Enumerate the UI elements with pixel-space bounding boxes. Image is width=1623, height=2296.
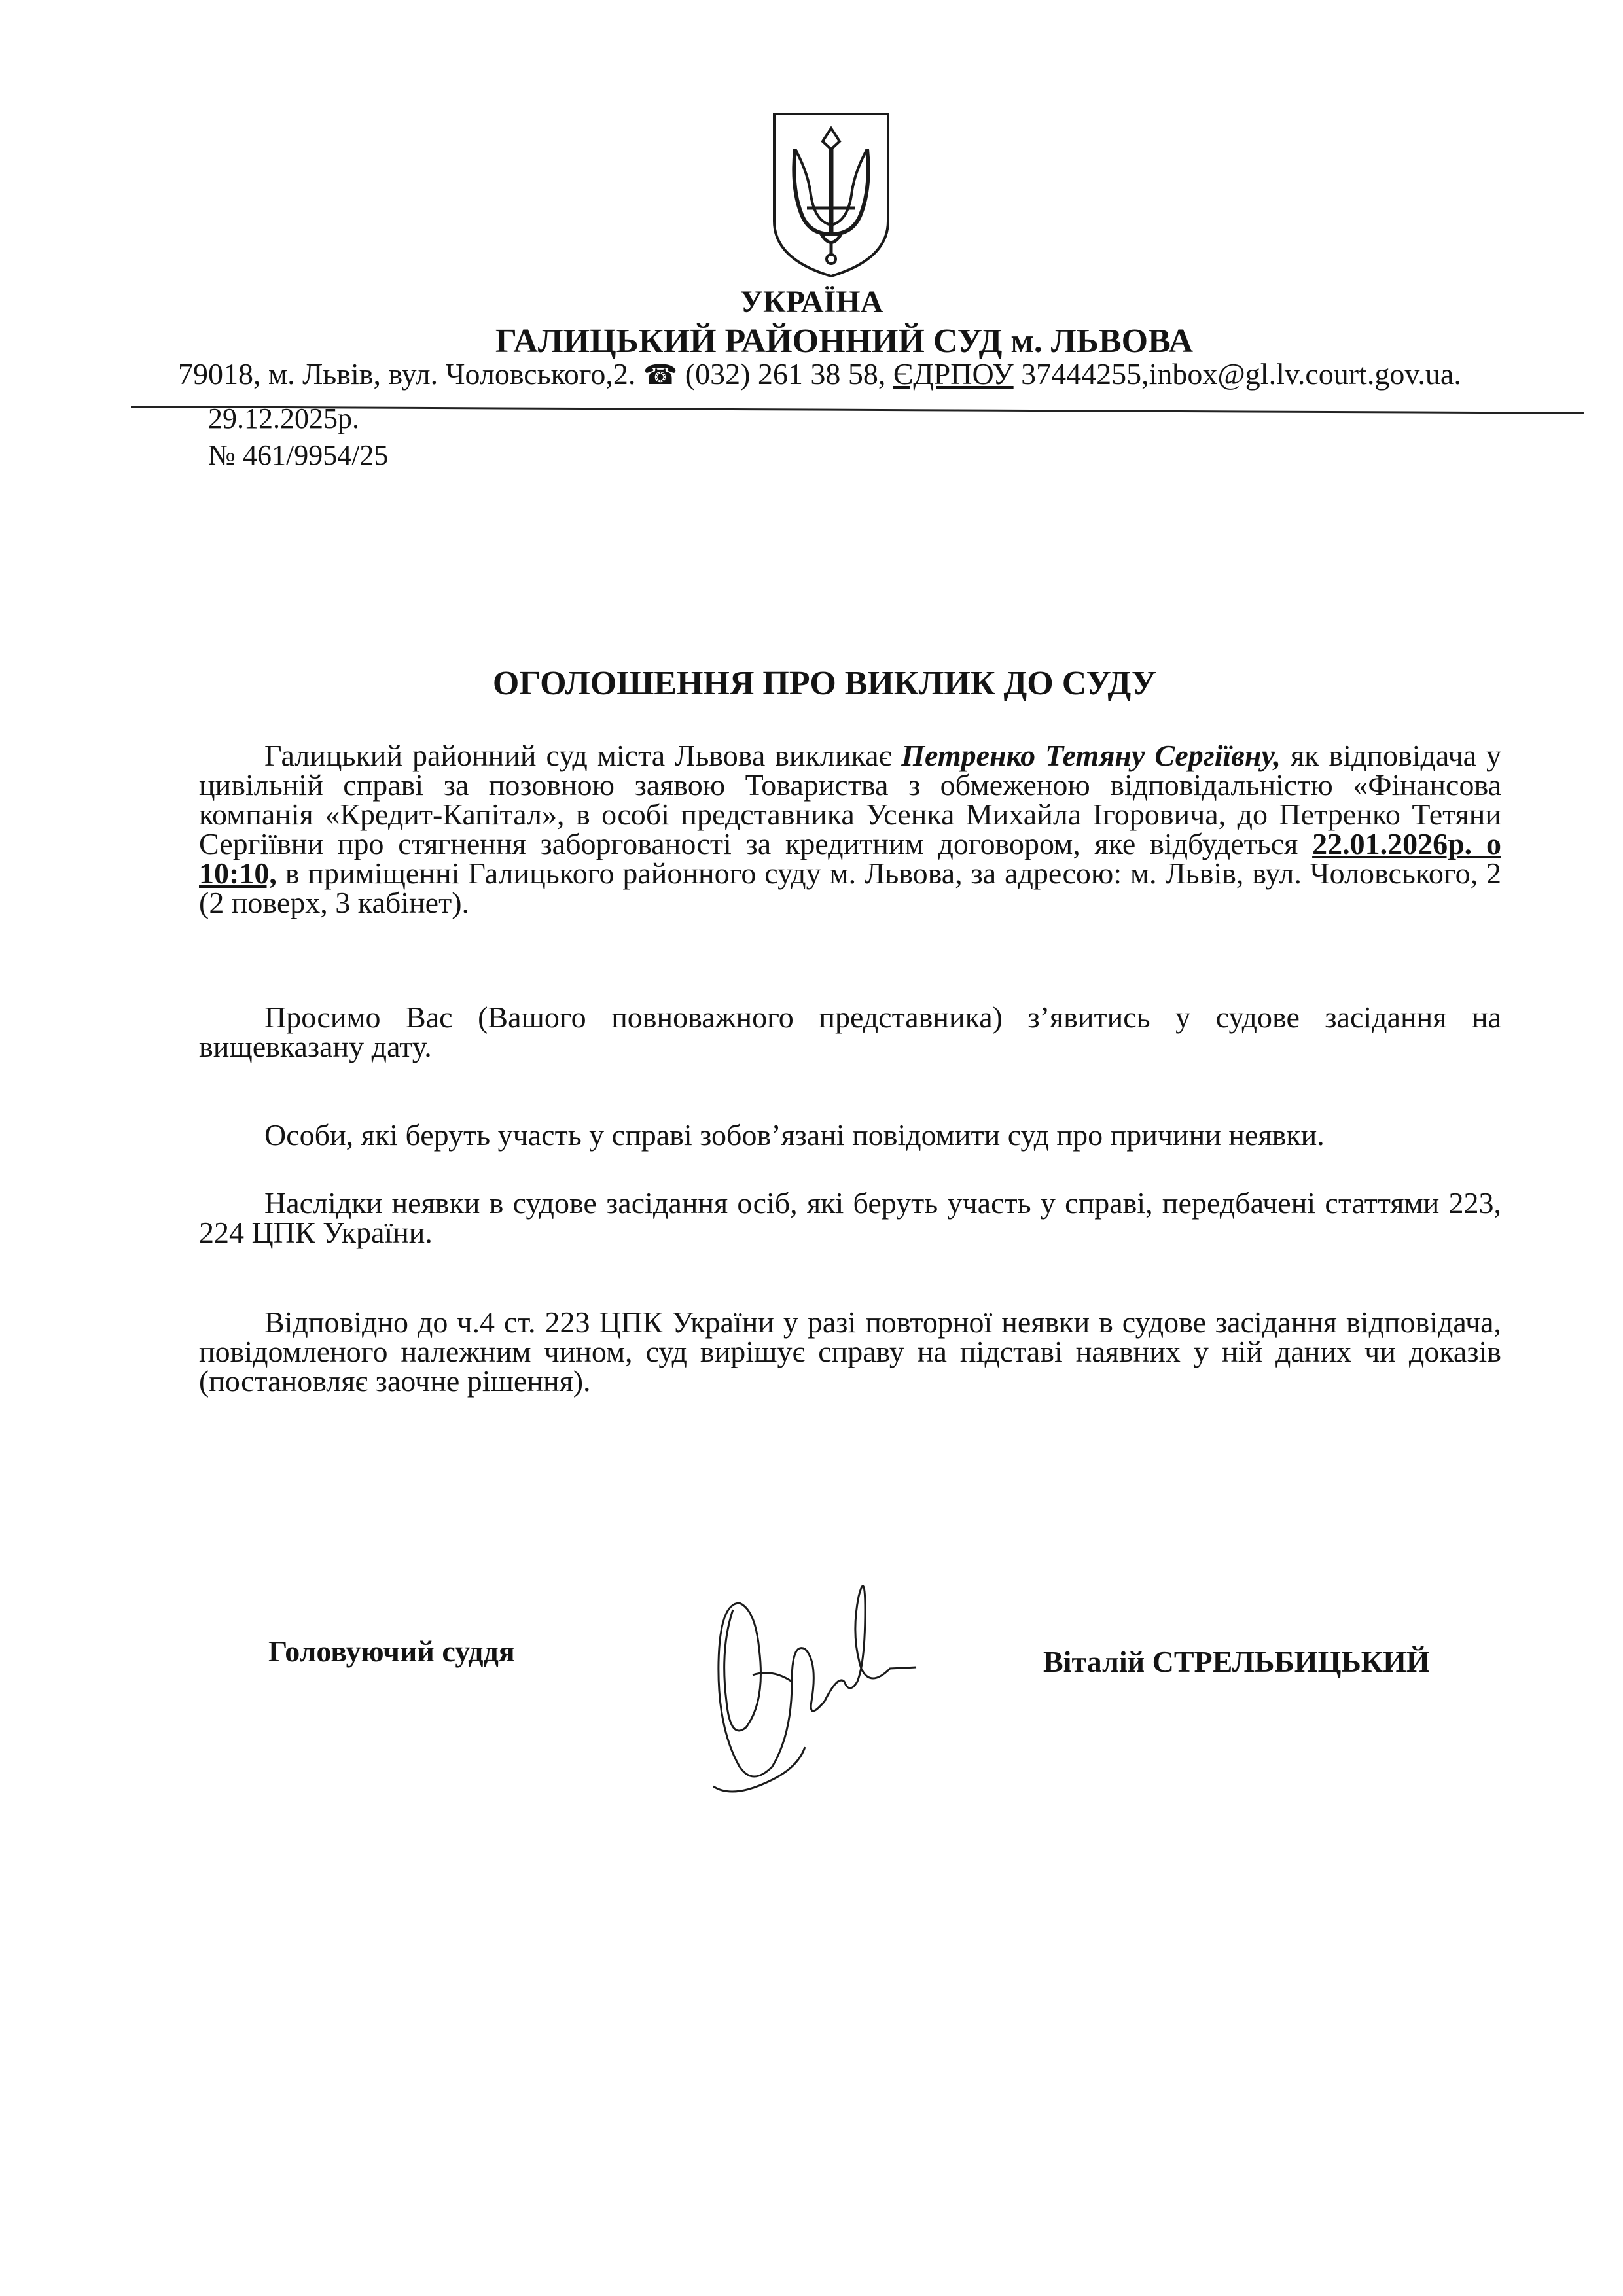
appearance-request-text: Просимо Вас (Вашого повноважного представника) з’явитись у судове засідання на вищевказану дату. — [199, 1000, 1501, 1063]
default-judgment-text: Відповідно до ч.4 ст. 223 ЦПК України у разі повторної неявки в судове засідання відповідача, повідомленого належним чином, суд вирішує справу на підставі наявних у ній даних чи доказів (постановляє заочне рішення). — [199, 1305, 1501, 1398]
notice-obligation-text: Особи, які беруть участь у справі зобов’язані повідомити суд про причини неявки. — [264, 1118, 1325, 1152]
summons-intro: Галицький районний суд міста Львова викликає — [264, 739, 892, 772]
summons-paragraph — [199, 741, 1501, 917]
default-judgment-paragraph — [199, 1307, 1501, 1396]
case-number: № 461/9954/25 — [208, 439, 389, 471]
court-name-heading: ГАЛИЦЬКИЙ РАЙОННИЙ СУД м. ЛЬВОВА — [495, 323, 1194, 360]
hearing-datetime: 22.01.2026р. о 10:10, — [199, 827, 1501, 890]
court-address: 79018, м. Львів, вул. Чоловського,2. — [178, 357, 636, 391]
country-heading: УКРАЇНА — [740, 285, 883, 319]
hearing-location: в приміщенні Галицького районного суду м. Львова, за адресою: м. Львів, вул. Чоловського, 2 (2 поверх, 3 кабінет). — [199, 857, 1502, 919]
appearance-request-paragraph — [199, 1002, 1501, 1061]
telephone-icon: ☎ — [643, 361, 678, 391]
document-date: 29.12.2025р. — [208, 402, 359, 434]
defendant-name: Петренко Тетяну Сергіївну, — [901, 739, 1281, 772]
notice-obligation-paragraph — [199, 1120, 1501, 1150]
consequences-text: Наслідки неявки в судове засідання осіб, які беруть участь у справі, передбачені статтями 223, 224 ЦПК України. — [199, 1186, 1501, 1249]
court-phone: (032) 261 38 58, — [685, 357, 886, 391]
case-description: як відповідача у цивільній справі за позовною заявою Товариства з обмеженою відповідальністю «Фінансова компанія «Кредит-Капітал», в особі представника Усенка Михайла Ігоровича, до Петренко Тетяни Сергіївни про стягнення заборгованості за кредитним договором, яке відбудеться — [199, 739, 1502, 860]
signatory-position: Головуючий суддя — [268, 1634, 515, 1668]
coat-of-arms-icon — [769, 110, 893, 280]
consequences-paragraph — [199, 1188, 1501, 1247]
court-contacts-line — [178, 353, 1585, 397]
edrpou-label: ЄДРПОУ — [893, 357, 1014, 391]
document-title: ОГОЛОШЕННЯ ПРО ВИКЛИК ДО СУДУ — [492, 665, 1157, 702]
judge-name: Віталій СТРЕЛЬБИЦЬКИЙ — [1043, 1645, 1430, 1678]
handwritten-signature — [694, 1570, 929, 1799]
edrpou-and-email: 37444255,inbox@gl.lv.court.gov.ua. — [1021, 357, 1461, 391]
